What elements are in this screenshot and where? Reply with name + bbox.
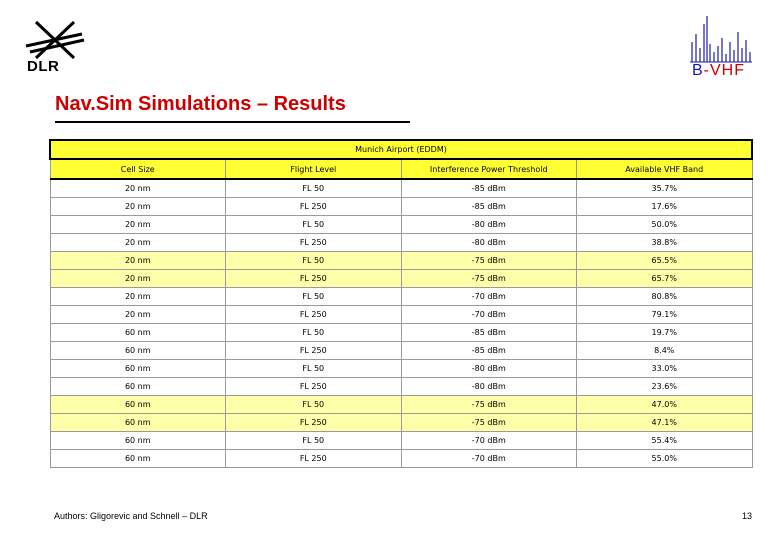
table-cell-interference-threshold: -80 dBm [401, 216, 577, 234]
column-header-cell-size: Cell Size [50, 159, 226, 179]
table-cell-available-band: 79.1% [577, 306, 753, 324]
table-cell-available-band: 23.6% [577, 378, 753, 396]
table-cell-cell-size: 60 nm [50, 324, 226, 342]
table-cell-cell-size: 60 nm [50, 342, 226, 360]
table-cell-flight-level: FL 250 [226, 414, 402, 432]
bvhf-logo [688, 12, 754, 82]
table-cell-available-band: 55.4% [577, 432, 753, 450]
table-cell-flight-level: FL 250 [226, 234, 402, 252]
table-cell-cell-size: 60 nm [50, 378, 226, 396]
table-cell-interference-threshold: -70 dBm [401, 288, 577, 306]
table-row [50, 252, 752, 270]
table-cell-interference-threshold: -70 dBm [401, 450, 577, 468]
table-cell-cell-size: 60 nm [50, 450, 226, 468]
table-cell-interference-threshold: -75 dBm [401, 252, 577, 270]
dlr-logo-text: DLR [27, 58, 60, 75]
table-row [50, 378, 752, 396]
table-cell-flight-level: FL 250 [226, 342, 402, 360]
page-title: Nav.Sim Simulations – Results [55, 93, 346, 115]
title-underline [55, 121, 410, 123]
table-row [50, 179, 752, 198]
table-cell-cell-size: 60 nm [50, 360, 226, 378]
table-cell-cell-size: 20 nm [50, 234, 226, 252]
table-row [50, 450, 752, 468]
table-cell-cell-size: 20 nm [50, 306, 226, 324]
table-cell-available-band: 65.7% [577, 270, 753, 288]
column-header-interference-threshold: Interference Power Threshold [401, 159, 577, 179]
table-cell-flight-level: FL 250 [226, 198, 402, 216]
bvhf-logo-text: B-VHF [692, 62, 745, 79]
table-caption: Munich Airport (EDDM) [50, 140, 752, 159]
table-cell-flight-level: FL 250 [226, 270, 402, 288]
table-cell-interference-threshold: -70 dBm [401, 432, 577, 450]
table-row [50, 324, 752, 342]
table-cell-cell-size: 60 nm [50, 414, 226, 432]
table-cell-interference-threshold: -85 dBm [401, 179, 577, 198]
table-row [50, 432, 752, 450]
table-cell-flight-level: FL 50 [226, 288, 402, 306]
table-row [50, 414, 752, 432]
table-cell-interference-threshold: -80 dBm [401, 378, 577, 396]
table-cell-interference-threshold: -80 dBm [401, 234, 577, 252]
table-cell-flight-level: FL 250 [226, 306, 402, 324]
table-cell-cell-size: 20 nm [50, 252, 226, 270]
table-cell-interference-threshold: -75 dBm [401, 414, 577, 432]
table-cell-flight-level: FL 50 [226, 252, 402, 270]
table-cell-interference-threshold: -75 dBm [401, 270, 577, 288]
table-cell-cell-size: 20 nm [50, 288, 226, 306]
table-row [50, 234, 752, 252]
table-cell-interference-threshold: -80 dBm [401, 360, 577, 378]
table-row [50, 216, 752, 234]
table-cell-cell-size: 20 nm [50, 179, 226, 198]
table-cell-interference-threshold: -75 dBm [401, 396, 577, 414]
table-cell-available-band: 80.8% [577, 288, 753, 306]
table-row [50, 360, 752, 378]
table-cell-flight-level: FL 50 [226, 432, 402, 450]
page-number: 13 [742, 511, 753, 521]
results-table-container [49, 139, 753, 468]
table-cell-available-band: 65.5% [577, 252, 753, 270]
table-cell-interference-threshold: -85 dBm [401, 342, 577, 360]
table-cell-available-band: 50.0% [577, 216, 753, 234]
table-row [50, 306, 752, 324]
table-cell-flight-level: FL 50 [226, 396, 402, 414]
table-cell-flight-level: FL 50 [226, 216, 402, 234]
table-cell-cell-size: 20 nm [50, 270, 226, 288]
table-row [50, 288, 752, 306]
table-cell-flight-level: FL 250 [226, 450, 402, 468]
table-cell-available-band: 47.1% [577, 414, 753, 432]
column-header-available-band: Available VHF Band [577, 159, 753, 179]
table-cell-available-band: 38.8% [577, 234, 753, 252]
table-row [50, 270, 752, 288]
table-cell-interference-threshold: -70 dBm [401, 306, 577, 324]
table-cell-available-band: 47.0% [577, 396, 753, 414]
table-cell-cell-size: 60 nm [50, 432, 226, 450]
table-body [50, 179, 752, 468]
table-cell-flight-level: FL 50 [226, 324, 402, 342]
table-cell-available-band: 55.0% [577, 450, 753, 468]
table-cell-available-band: 35.7% [577, 179, 753, 198]
table-cell-cell-size: 20 nm [50, 216, 226, 234]
table-cell-available-band: 8.4% [577, 342, 753, 360]
results-table [49, 139, 753, 468]
table-cell-available-band: 33.0% [577, 360, 753, 378]
table-cell-cell-size: 20 nm [50, 198, 226, 216]
column-header-flight-level: Flight Level [226, 159, 402, 179]
footer-authors: Authors: Gligorevic and Schnell – DLR [54, 511, 208, 521]
table-cell-flight-level: FL 50 [226, 179, 402, 198]
table-cell-cell-size: 60 nm [50, 396, 226, 414]
table-cell-interference-threshold: -85 dBm [401, 198, 577, 216]
table-cell-flight-level: FL 50 [226, 360, 402, 378]
table-cell-flight-level: FL 250 [226, 378, 402, 396]
table-row [50, 198, 752, 216]
table-row [50, 396, 752, 414]
table-row [50, 342, 752, 360]
table-cell-available-band: 17.6% [577, 198, 753, 216]
table-cell-interference-threshold: -85 dBm [401, 324, 577, 342]
table-cell-available-band: 19.7% [577, 324, 753, 342]
